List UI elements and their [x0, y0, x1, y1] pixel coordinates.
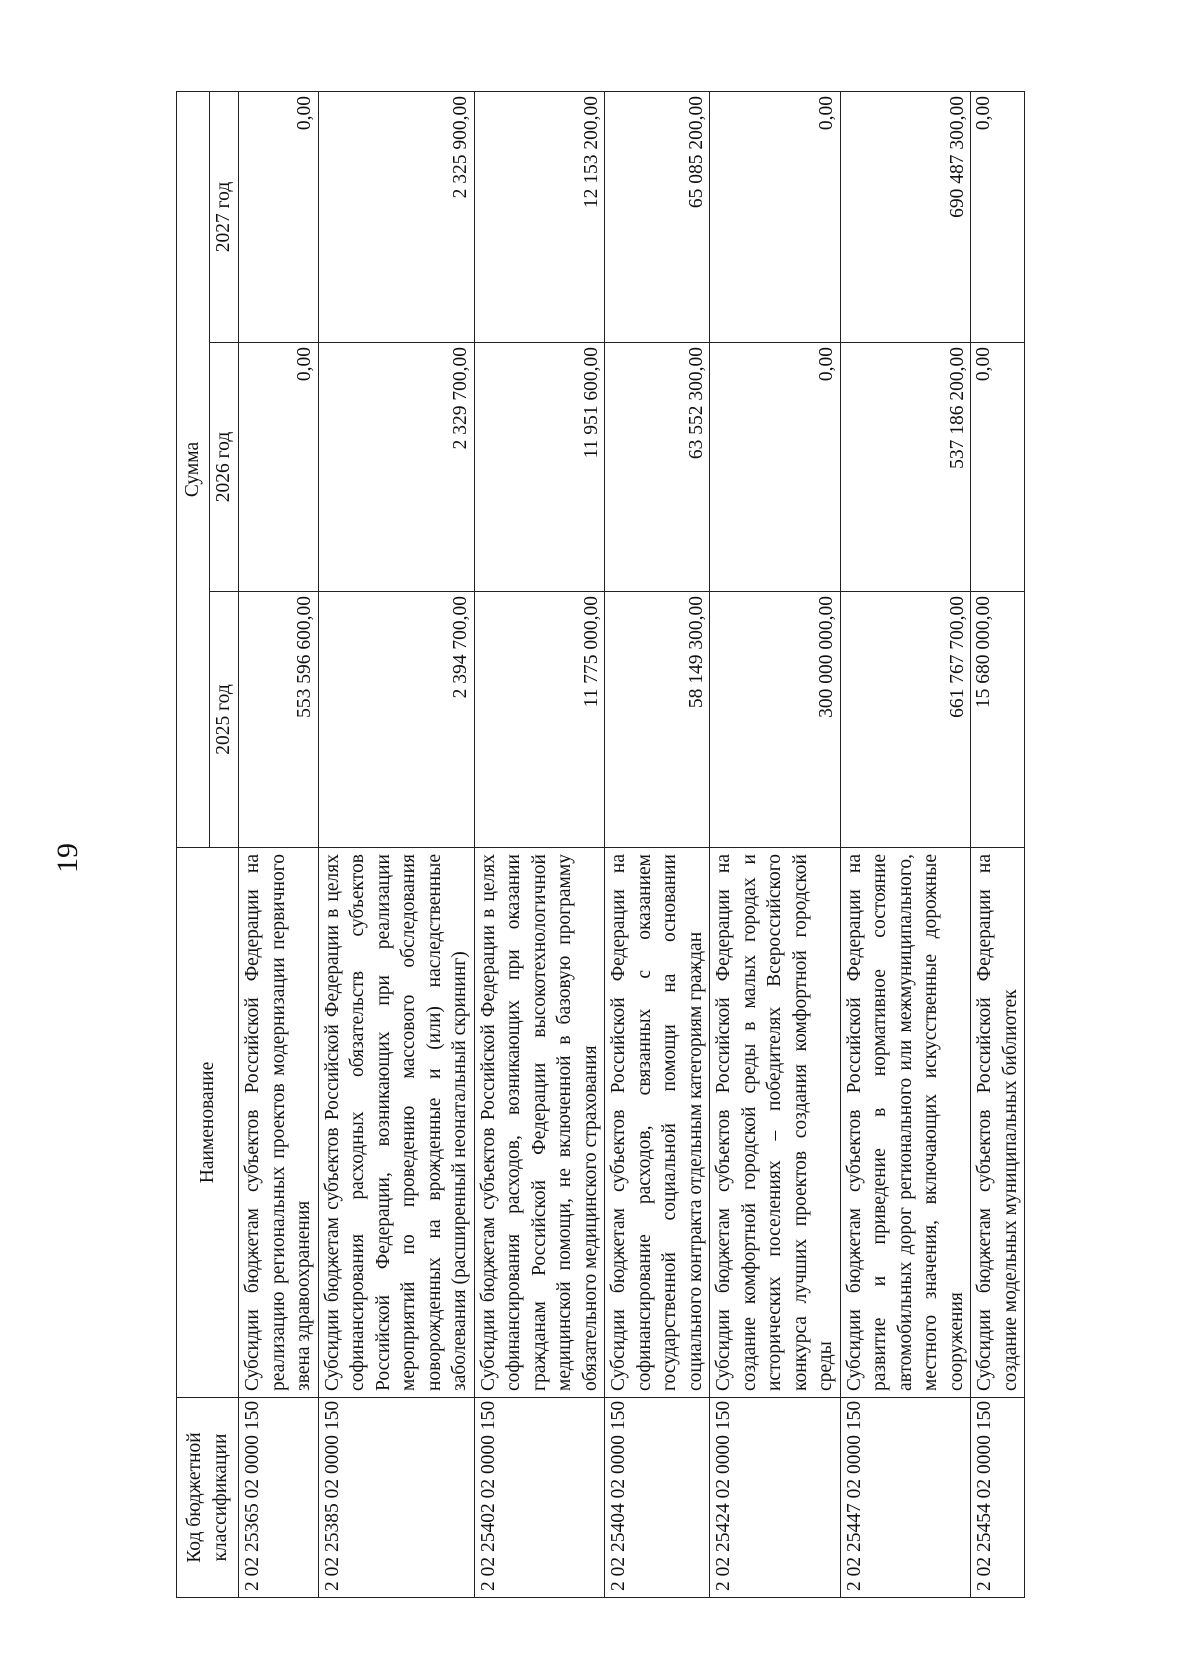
row-code: 2 02 25402 02 0000 150	[474, 1398, 605, 1598]
row-amount-2027: 0,00	[239, 91, 319, 342]
row-amount-2027: 65 085 200,00	[605, 91, 710, 342]
table-row	[474, 91, 605, 1597]
row-amount-2027: 0,00	[710, 91, 841, 342]
rotated-page	[51, 92, 1026, 1598]
row-name: Субсидии бюджетам субъектов Российской Федерации на софинансирование расходов, связанных с оказанием государственной социальной помощи на основании социального контракта отдельным категориям граждан	[605, 848, 710, 1398]
row-code: 2 02 25424 02 0000 150	[710, 1398, 841, 1598]
header-code: Код бюджетной классификации	[177, 1398, 239, 1598]
page-number: 19	[51, 843, 84, 873]
header-year-2026: 2026 год	[210, 343, 239, 592]
row-amount-2025: 553 596 600,00	[239, 592, 319, 848]
row-name: Субсидии бюджетам субъектов Российской Федерации на развитие и приведение в нормативное состояние автомобильных дорог регионального или межмуниципального, местного значения, включающих искусственные дорожные сооружения	[840, 848, 971, 1398]
row-amount-2027: 2 325 900,00	[318, 91, 474, 342]
header-year-2027: 2027 год	[210, 91, 239, 342]
budget-table	[176, 91, 1025, 1598]
row-code: 2 02 25365 02 0000 150	[239, 1398, 319, 1598]
row-amount-2027: 12 153 200,00	[474, 91, 605, 342]
table-row	[318, 91, 474, 1597]
row-amount-2025: 58 149 300,00	[605, 592, 710, 848]
row-amount-2026: 63 552 300,00	[605, 343, 710, 592]
header-name: Наименование	[177, 848, 239, 1398]
table-row	[840, 91, 971, 1597]
row-code: 2 02 25385 02 0000 150	[318, 1398, 474, 1598]
row-code: 2 02 25404 02 0000 150	[605, 1398, 710, 1598]
row-amount-2026: 0,00	[710, 343, 841, 592]
row-code: 2 02 25454 02 0000 150	[971, 1398, 1025, 1598]
row-name: Субсидии бюджетам субъектов Российской Федерации на создание комфортной городской среды в малых городах и исторических поселениях – победителях Всероссийского конкурса лучших проектов создания комфортной городской среды	[710, 848, 841, 1398]
row-amount-2026: 0,00	[239, 343, 319, 592]
table-row	[971, 91, 1025, 1597]
row-name: Субсидии бюджетам субъектов Российской Федерации на реализацию региональных проектов модернизации первичного звена здравоохранения	[239, 848, 319, 1398]
row-amount-2026: 0,00	[971, 343, 1025, 592]
row-amount-2025: 2 394 700,00	[318, 592, 474, 848]
row-amount-2025: 11 775 000,00	[474, 592, 605, 848]
row-amount-2027: 0,00	[971, 91, 1025, 342]
row-amount-2025: 661 767 700,00	[840, 592, 971, 848]
table-row	[605, 91, 710, 1597]
header-sum: Сумма	[177, 91, 210, 847]
row-amount-2025: 300 000 000,00	[710, 592, 841, 848]
row-name: Субсидии бюджетам субъектов Российской Федерации в целях софинансирования расходных обязательств субъектов Российской Федерации, возникающих при реализации мероприятий по проведению массового обследования новорожденных на врожденные и (или) наследственные заболевания (расширенный неонатальный скрининг)	[318, 848, 474, 1398]
row-name: Субсидии бюджетам субъектов Российской Федерации на создание модельных муниципальных библиотек	[971, 848, 1025, 1398]
row-amount-2025: 15 680 000,00	[971, 592, 1025, 848]
row-amount-2026: 11 951 600,00	[474, 343, 605, 592]
row-amount-2026: 2 329 700,00	[318, 343, 474, 592]
row-code: 2 02 25447 02 0000 150	[840, 1398, 971, 1598]
table-row	[710, 91, 841, 1597]
row-name: Субсидии бюджетам субъектов Российской Федерации в целях софинансирования расходов, возникающих при оказании гражданам Российской Федерации высокотехнологичной медицинской помощи, не включенной в базовую программу обязательного медицинского страхования	[474, 848, 605, 1398]
header-year-2025: 2025 год	[210, 592, 239, 848]
row-amount-2027: 690 487 300,00	[840, 91, 971, 342]
table-row	[239, 91, 319, 1597]
row-amount-2026: 537 186 200,00	[840, 343, 971, 592]
